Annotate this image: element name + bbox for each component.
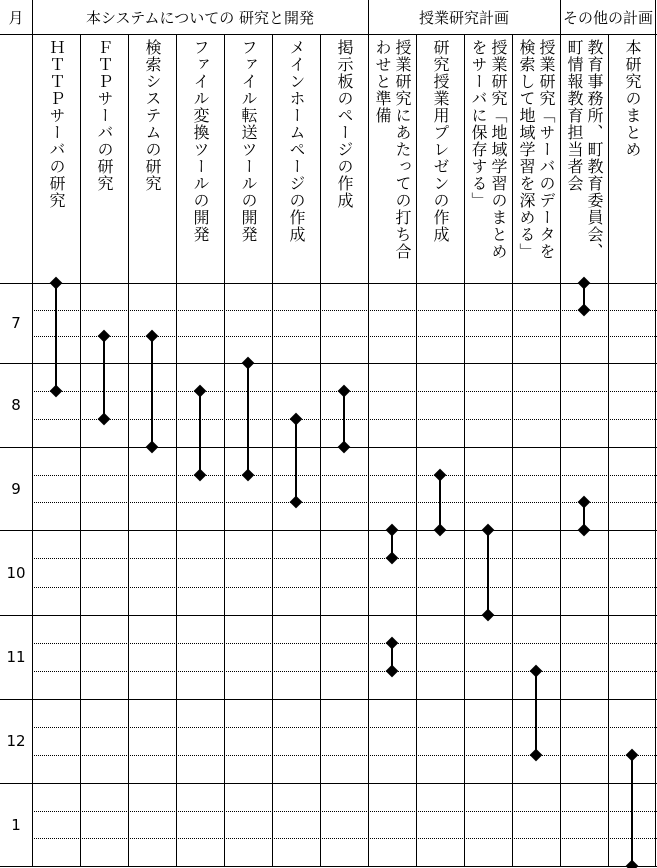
- task-column-header-text: 掲示板のページの作成: [335, 39, 354, 209]
- task-column-header-text: ファイル変換ツールの開発: [191, 39, 210, 243]
- gantt-bar-line: [631, 755, 633, 866]
- task-column-header-text: 授業研究「サーバのデータを: [537, 39, 556, 260]
- gantt-bar-line: [439, 475, 441, 530]
- gantt-bar-line: [55, 283, 57, 391]
- task-column-header: [176, 39, 224, 283]
- diamond-marker: [578, 496, 591, 509]
- diamond-marker: [242, 468, 255, 481]
- gantt-bar-line: [103, 336, 105, 419]
- month-label: 9: [11, 479, 21, 498]
- diamond-marker: [434, 468, 447, 481]
- gantt-bar-line: [535, 671, 537, 755]
- task-column-header: [32, 39, 80, 283]
- diamond-marker: [626, 860, 639, 868]
- third-gridline: [32, 755, 657, 756]
- gantt-bar-line: [247, 363, 249, 475]
- third-gridline: [32, 336, 657, 337]
- month-boundary-line: [0, 447, 657, 448]
- diamond-marker: [194, 385, 207, 398]
- month-boundary-line: [0, 363, 657, 364]
- month-boundary-line: [0, 530, 657, 531]
- diamond-marker: [146, 330, 159, 343]
- task-column-header-text: 授業研究「地域学習のまとめ: [489, 39, 508, 260]
- diamond-marker: [578, 303, 591, 316]
- third-gridline: [32, 727, 657, 728]
- task-column-header: [80, 39, 128, 283]
- month-boundary-line: [0, 283, 657, 284]
- task-column-header: [320, 39, 368, 283]
- month-boundary-line: [0, 699, 657, 700]
- diamond-marker: [50, 385, 63, 398]
- third-gridline: [32, 838, 657, 839]
- diamond-marker: [386, 552, 399, 565]
- third-gridline: [32, 310, 657, 311]
- task-column-header-text: 研究授業用プレゼンの作成: [431, 39, 450, 243]
- diamond-marker: [530, 749, 543, 762]
- month-label: 8: [11, 396, 21, 414]
- diamond-marker: [482, 609, 495, 622]
- task-column-header-text: をサーバに保存する」: [469, 39, 488, 209]
- third-gridline: [32, 558, 657, 559]
- diamond-marker: [338, 385, 351, 398]
- diamond-marker: [146, 441, 159, 454]
- task-column-header-text: ＦＴＰサーバの研究: [95, 39, 114, 192]
- diamond-marker: [386, 524, 399, 537]
- month-boundary-line: [0, 783, 657, 784]
- month-label: 1: [11, 815, 21, 834]
- diamond-marker: [482, 524, 495, 537]
- task-column-header-text: 教育事務所、町教育委員会、: [585, 39, 604, 260]
- gantt-bar-line: [343, 391, 345, 447]
- group-header-0: 本システムについての 研究と開発: [86, 8, 314, 27]
- group-header-2: その他の計画: [562, 8, 653, 27]
- diamond-marker: [98, 330, 111, 343]
- task-column-header-text: 授業研究にあたっての打ち合: [393, 39, 412, 260]
- month-boundary-line: [0, 866, 657, 867]
- task-column-header-text: メインホームページの作成: [287, 39, 306, 243]
- task-column-header: [272, 39, 320, 283]
- third-gridline: [32, 587, 657, 588]
- task-column-header: [224, 39, 272, 283]
- diamond-marker: [98, 413, 111, 426]
- month-boundary-line: [0, 615, 657, 616]
- task-column-header: [560, 39, 608, 283]
- task-column-header-text: 検索して地域学習を深める」: [517, 39, 536, 260]
- task-column-header: [512, 39, 560, 283]
- third-gridline: [32, 643, 657, 644]
- month-label: 7: [11, 314, 21, 332]
- gantt-bar-line: [199, 391, 201, 475]
- third-gridline: [32, 811, 657, 812]
- diamond-marker: [626, 749, 639, 762]
- month-label: 12: [6, 732, 26, 750]
- diamond-marker: [194, 468, 207, 481]
- diamond-marker: [290, 496, 303, 509]
- third-gridline: [32, 475, 657, 476]
- third-gridline: [32, 671, 657, 672]
- task-column-header: [368, 39, 416, 283]
- gantt-bar-line: [487, 530, 489, 615]
- diamond-marker: [530, 665, 543, 678]
- gantt-bar-line: [295, 419, 297, 502]
- task-column-header: [608, 39, 656, 283]
- gantt-bar-line: [151, 336, 153, 447]
- task-column-header-text: 本研究のまとめ: [623, 39, 642, 158]
- group-header-1: 授業研究計画: [418, 8, 509, 27]
- task-column-header-text: わせと準備: [373, 39, 392, 124]
- diamond-marker: [386, 665, 399, 678]
- diamond-marker: [386, 637, 399, 650]
- diamond-marker: [434, 524, 447, 537]
- header-divider-line: [0, 34, 657, 35]
- task-column-header-text: ファイル転送ツールの開発: [239, 39, 258, 243]
- month-label: 10: [6, 563, 26, 582]
- month-label: 11: [6, 648, 26, 666]
- task-column-header-text: 町情報教育担当者会: [565, 39, 584, 192]
- third-gridline: [32, 502, 657, 503]
- corner-month-label: 月: [8, 8, 24, 27]
- diamond-marker: [578, 524, 591, 537]
- task-column-header: [464, 39, 512, 283]
- diamond-marker: [290, 413, 303, 426]
- task-column-header-text: ＨＴＴＰサーバの研究: [47, 39, 66, 209]
- task-column-header-text: 検索システムの研究: [143, 39, 162, 192]
- task-column-header: [416, 39, 464, 283]
- diamond-marker: [338, 441, 351, 454]
- task-column-header: [128, 39, 176, 283]
- diamond-marker: [242, 357, 255, 370]
